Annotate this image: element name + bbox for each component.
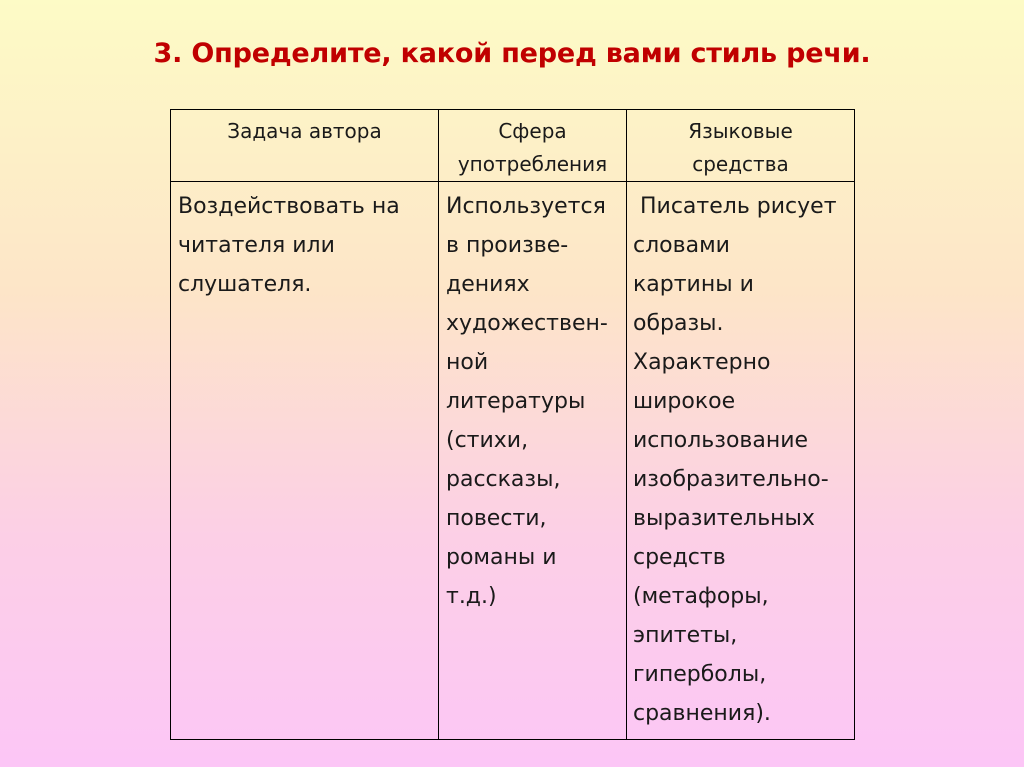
cell-line: картины и xyxy=(633,272,754,297)
cell-line: образы. xyxy=(633,311,724,336)
cell-line: литературы xyxy=(446,389,586,414)
cell-line: художествен- xyxy=(446,311,608,336)
cell-line: (стихи, xyxy=(446,428,529,453)
cell-line: повести, xyxy=(446,506,547,531)
speech-style-table xyxy=(170,109,855,740)
header-row xyxy=(171,110,855,182)
header-language-means xyxy=(627,110,855,182)
cell-line: сравнения). xyxy=(633,701,771,726)
header-sphere-of-use xyxy=(439,110,627,182)
cell-line: словами xyxy=(633,233,730,258)
cell-line: Используется xyxy=(446,194,606,219)
cell-line: слушателя. xyxy=(178,272,312,297)
table-row xyxy=(171,182,855,740)
cell-line: дениях xyxy=(446,272,530,297)
cell-language-means xyxy=(627,182,855,740)
cell-line: использование xyxy=(633,428,809,453)
cell-line: (метафоры, xyxy=(633,584,769,609)
cell-sphere-of-use xyxy=(439,182,627,740)
cell-line: Писатель рисует xyxy=(633,194,837,219)
cell-line: Воздействовать на xyxy=(178,194,400,219)
header-line: Языковые xyxy=(688,119,793,143)
cell-line: ной xyxy=(446,350,489,375)
cell-line: романы и xyxy=(446,545,557,570)
cell-line: гиперболы, xyxy=(633,662,767,687)
cell-line: эпитеты, xyxy=(633,623,738,648)
header-line: употребления xyxy=(457,152,608,176)
cell-line: Характерно xyxy=(633,350,771,375)
cell-line: т.д.) xyxy=(446,584,497,609)
header-line: Сфера xyxy=(498,119,567,143)
cell-line: выразительных xyxy=(633,506,815,531)
header-line: Задача автора xyxy=(227,119,382,143)
slide-title: 3. Определите, какой перед вами стиль речи. xyxy=(153,38,871,69)
header-author-task xyxy=(171,110,439,182)
cell-line: рассказы, xyxy=(446,467,561,492)
cell-line: читателя или xyxy=(178,233,335,258)
cell-line: изобразительно- xyxy=(633,467,829,492)
cell-line: в произве- xyxy=(446,233,569,258)
header-line: средства xyxy=(692,152,789,176)
cell-line: средств xyxy=(633,545,726,570)
cell-line: широкое xyxy=(633,389,736,414)
cell-author-task xyxy=(171,182,439,740)
